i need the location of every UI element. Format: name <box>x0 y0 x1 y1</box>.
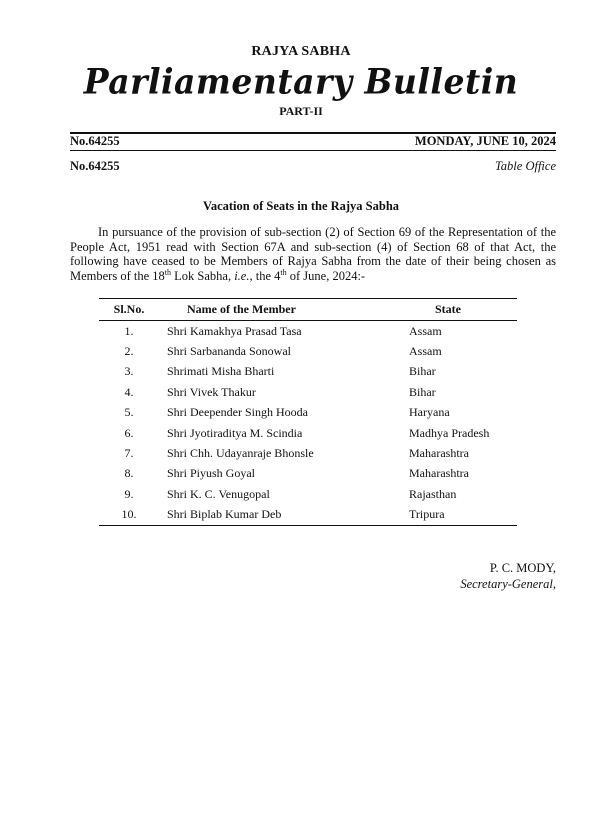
row-member-name: Shri Jyotiraditya M. Scindia <box>167 425 303 440</box>
table-row <box>99 362 517 382</box>
row-member-name: Shri Sarbananda Sonowal <box>167 344 291 359</box>
table-row <box>99 403 517 423</box>
table-row <box>99 505 517 525</box>
row-member-name: Shri Biplab Kumar Deb <box>167 507 282 522</box>
row-sl-no: 5. <box>124 405 134 420</box>
table-row <box>99 382 517 402</box>
table-row <box>99 423 517 443</box>
para-text-1: In pursuance of the provision of sub-section (2) of Section 69 of the Representation of the People Act, 1951 read with Section 67A and sub-section (4) of Section 68 of that Act, the following have ceased to be Members of Rajya Sabha from the date of their being chosen as Members of the 18 <box>70 225 556 283</box>
row-sl-no: 7. <box>124 446 134 461</box>
table-header-row <box>99 299 517 320</box>
superscript-th-1: th <box>164 267 172 277</box>
row-sl-no: 3. <box>124 364 134 379</box>
header-sl-no: Sl.No. <box>113 302 145 316</box>
table-rule-bottom <box>99 525 517 526</box>
issue-number: No.64255 <box>70 134 120 148</box>
table-row <box>99 484 517 504</box>
signature-block <box>380 560 556 592</box>
sub-number: No.64255 <box>70 159 120 173</box>
publication-title: Parliamentary Bulletin <box>83 61 519 102</box>
notice-title: Vacation of Seats in the Rajya Sabha <box>202 199 400 213</box>
issue-header-row <box>70 134 556 149</box>
house-name: RAJYA SABHA <box>251 44 351 59</box>
signatory-name: P. C. MODY, <box>489 561 556 575</box>
row-sl-no: 10. <box>121 507 137 522</box>
row-member-name: Shri Piyush Goyal <box>167 466 256 481</box>
members-table <box>99 298 517 526</box>
table-row <box>99 321 517 341</box>
row-sl-no: 6. <box>124 425 134 440</box>
row-member-name: Shrimati Misha Bharti <box>167 364 275 379</box>
row-member-name: Shri Deepender Singh Hooda <box>167 405 308 420</box>
para-text-4: of June, 2024:- <box>286 268 366 283</box>
header-rule-bottom <box>70 150 556 151</box>
header-state: State <box>435 302 461 316</box>
row-state: Madhya Pradesh <box>409 425 490 440</box>
table-row <box>99 443 517 463</box>
row-state: Bihar <box>409 384 436 399</box>
para-text-2: Lok Sabha, <box>171 268 235 283</box>
row-sl-no: 9. <box>124 486 134 501</box>
row-member-name: Shri Kamakhya Prasad Tasa <box>167 323 302 338</box>
row-sl-no: 1. <box>124 323 134 338</box>
row-state: Haryana <box>409 405 450 420</box>
notice-paragraph <box>70 225 556 283</box>
table-row <box>99 341 517 361</box>
signatory-designation: Secretary-General, <box>460 577 556 591</box>
ie-abbrev: i.e. <box>234 268 250 283</box>
superscript-th-2: th <box>280 267 287 277</box>
row-state: Rajasthan <box>409 486 457 501</box>
para-text-3: , the 4 <box>249 268 281 283</box>
table-row <box>99 464 517 484</box>
part-label: PART-II <box>279 104 323 118</box>
row-sl-no: 4. <box>124 384 134 399</box>
issue-date: MONDAY, JUNE 10, 2024 <box>414 134 556 148</box>
office-name: Table Office <box>495 159 556 173</box>
row-sl-no: 2. <box>124 344 134 359</box>
row-state: Maharashtra <box>409 446 469 461</box>
row-state: Tripura <box>409 507 445 522</box>
row-state: Bihar <box>409 364 436 379</box>
row-member-name: Shri Chh. Udayanraje Bhonsle <box>167 446 314 461</box>
sub-header-row <box>70 159 556 174</box>
row-state: Assam <box>409 323 442 338</box>
row-state: Assam <box>409 344 442 359</box>
row-sl-no: 8. <box>124 466 134 481</box>
row-member-name: Shri K. C. Venugopal <box>167 486 270 501</box>
row-state: Maharashtra <box>409 466 469 481</box>
table-body <box>99 321 517 525</box>
header-name: Name of the Member <box>187 302 296 316</box>
row-member-name: Shri Vivek Thakur <box>167 384 256 399</box>
